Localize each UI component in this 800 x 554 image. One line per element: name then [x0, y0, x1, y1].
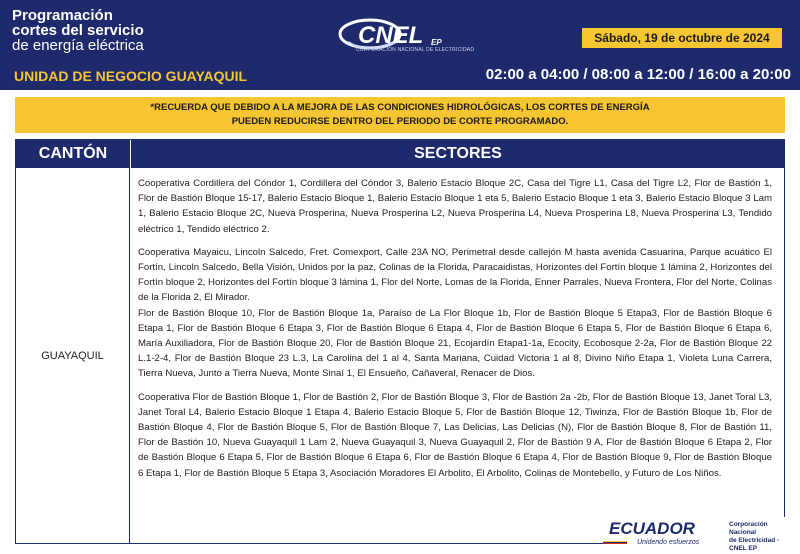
logo-subtitle: CORPORACIÓN NACIONAL DE ELECTRICIDAD	[356, 47, 475, 53]
cnel-footer-text	[729, 521, 793, 553]
ecuador-slogan: Unidendo esfuerzos	[637, 539, 700, 546]
logo-suffix: EP	[431, 38, 442, 47]
title-line-3: de energía eléctrica	[12, 37, 144, 54]
time-ranges: 02:00 a 04:00 / 08:00 a 12:00 / 16:00 a 20:00	[485, 66, 791, 83]
cnel-footer-line-1: Corporación Nacional	[729, 521, 768, 536]
notice-line-1: *RECUERDA QUE DEBIDO A LA MEJORA DE LAS CONDICIONES HIDROLÓGICAS, LOS CORTES DE ENERGÍA	[150, 102, 650, 113]
sector-group-3: Flor de Bastión Bloque 10, Flor de Bastión Bloque 1a, Paraíso de La Flor Bloque 1b, Flor de Bastión Bloque 5 Etapa3, Flor de Bastión Bloque 6 Etapa 1, Flor de Bastión Bloque 6 Etapa 3, Flor de Bastión Bloque 6 Etapa 4, Flor de Bastión Bloque 6 Etapa 5, Flor de Bastión Bloque 6 Etapa 6, María Auxiliadora, Flor de Bastión Bloque 20, Flor de Bastión Bloque 21, Ecojardín Etapa1-1a, Ecocity, Ecobosque 2-2a, Flor de Bastión Bloque 22 L.1-2-4, Flor de Bastión Bloque 23 L.3, La Carolina del 1 al 4, Santa Mariana, Cuidad Victoria 1 al 8, Divino Niño Etapa 1, Violeta Luna Carrera, Tierra Nueva, Junto a Tierra Nueva, Monte Sinaí 1, El Ensueño, Cañaveral, Renacer de Dios.	[138, 307, 772, 380]
notice-line-2: PUEDEN REDUCIRSE DENTRO DEL PERIODO DE CORTE PROGRAMADO.	[231, 116, 569, 127]
column-divider	[129, 168, 130, 543]
ecuador-logo-text: ECUADOR	[609, 519, 695, 538]
logo-text: CNEL	[358, 22, 424, 49]
sectors-cell	[138, 176, 772, 481]
title-line-1: Programación	[12, 7, 113, 24]
cnel-footer-line-2: de Electricidad - CNEL EP	[729, 537, 780, 552]
schedule-table	[15, 139, 785, 544]
notice-banner	[15, 97, 785, 133]
business-unit-label: UNIDAD DE NEGOCIO GUAYAQUIL	[14, 68, 248, 84]
header-sectores: SECTORES	[130, 140, 785, 168]
title-line-2: cortes del servicio	[12, 22, 144, 39]
sector-group-4: Cooperativa Flor de Bastión Bloque 1, Flor de Bastión 2, Flor de Bastión Bloque 3, Flor de Bastión 2a -2b, Flor de Bastión Bloque 13, Janet Toral L3, Janet Toral L4, Balerio Estacio Bloque 1 Etapa 4, Balerio Estacio Bloque 5, Flor de Bastión Bloque 12, Tiwinza, Flor de Bastión Bloque 1b, Flor de Bastión Bloque 4, Flor de Bastión Bloque 5, Flor de Bastión Bloque 7, Las Delicias, Las Delicias (N), Flor de Bastión Bloque 8, Flor de Bastión 11, Flor de Bastión 10, Nueva Guayaquil 1 Lam 2, Nueva Guayaquil 3, Nueva Guayaquil 2, Flor de Bastión 9 A, Flor de Bastión Bloque 6 Etapa 2, Flor de Bastión Bloque 6 Etapa 5, Flor de Bastión Bloque 6 Etapa 6, Flor de Bastión Bloque 6 Etapa 4, Flor de Bastión Bloque 9, Flor de Bastión Bloque 6 Etapa 1, Flor de Bastión Bloque 5 Etapa 3, Asociación Moradores El Arbolito, El Arbolito, Colinas de Montebello, y Futuro de Los Niños.	[138, 391, 772, 479]
flag-stripe	[603, 541, 627, 544]
sector-group-1: Cooperativa Cordillera del Cóndor 1, Cordillera del Cóndor 3, Balerio Estacio Bloque 2C, Casa del Tigre L1, Casa del Tigre L2, Flor de Bastión 1, Flor de Bastión Bloque 15-17, Balerio Estacio Bloque 1, Balerio Estacio Bloque 1 eta 5, Balerio Estacio Bloque 1 eta 3, Balerio Estacio Bloque 3 Lam 1, Balerio Estacio Bloque 2C, Nueva Prosperina, Nueva Prosperina L2, Nueva Prosperina L4, Nueva Prosperina L8, Nueva Prosperina L3, Tendido eléctrico 1, Tendido eléctrico 2.	[138, 178, 772, 235]
date-badge: Sábado, 19 de octubre de 2024	[582, 28, 782, 48]
footer-logos	[603, 517, 793, 551]
header-banner	[0, 0, 800, 90]
canton-cell: GUAYAQUIL	[41, 349, 104, 362]
sector-group-2: Cooperativa Mayaicu, Lincoln Salcedo, Fret. Comexport, Calle 23A NO, Perimetral desde callejón M hasta avenida Casuarina, Parque acuático El Fortín, Lincoln Salcedo, Bella Visión, Unidos por la paz, Colinas de la Florida, Paracaidistas, Horizontes del Fortín bloque 1 lámina 2, Horizontes del Fortín bloque 2, Horizontes del Fortín bloque 3 lámina 1, Flor del Norte, Lomas de la Florida, Enner Parrales, Nueva Frontera, Flor del Norte, Colinas de la Florida 2, El Mirador.	[138, 246, 772, 304]
header-canton: CANTÓN	[16, 140, 130, 168]
header-title	[12, 8, 144, 53]
